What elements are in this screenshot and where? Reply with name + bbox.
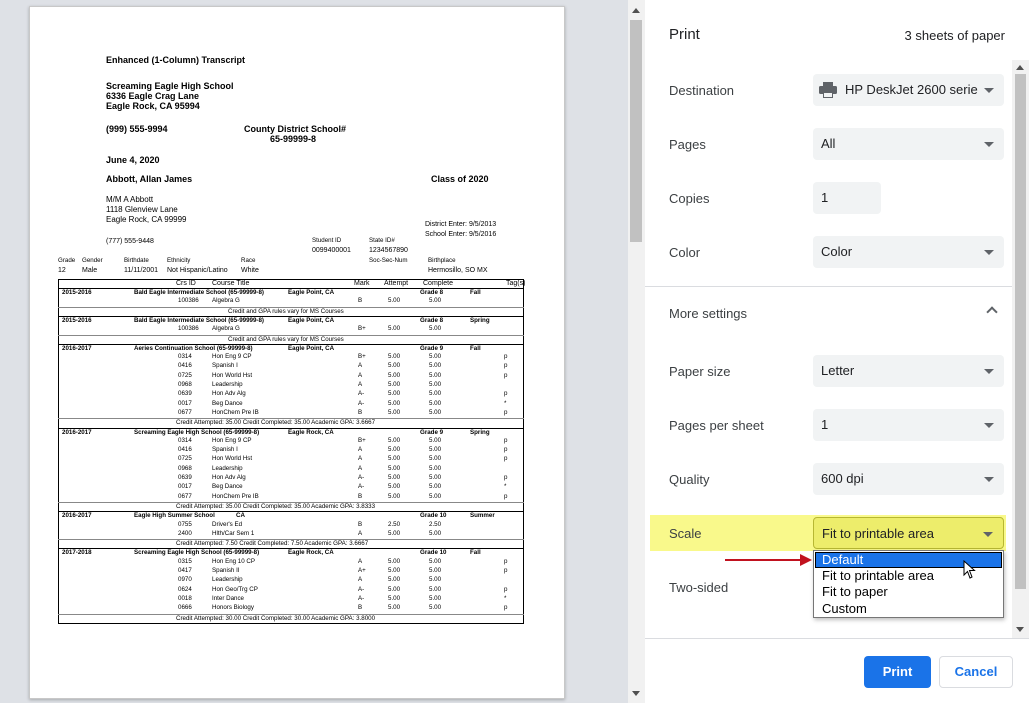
- course-title: Algebra G: [212, 325, 240, 333]
- course-id: 100386: [178, 297, 199, 305]
- course-title: Spanish I: [212, 446, 238, 454]
- section-grade: Grade 10: [420, 512, 447, 520]
- state-id: 1234567890: [369, 247, 408, 254]
- scroll-up-icon[interactable]: [632, 8, 640, 13]
- course-attempt: 5.00: [388, 436, 401, 444]
- course-attempt: 5.00: [388, 576, 401, 584]
- table-header: Attempt: [384, 280, 409, 287]
- course-title: HonChem Pre IB: [212, 408, 259, 416]
- course-title: Beg Dance: [212, 399, 243, 407]
- table-border: [58, 279, 524, 624]
- section-year: 2017-2018: [62, 549, 92, 557]
- paper-size-select[interactable]: [813, 355, 1004, 387]
- course-id: 0314: [178, 353, 192, 361]
- course-mark: A: [358, 529, 363, 537]
- course-complete: 5.00: [429, 604, 442, 612]
- preview-scroll-thumb[interactable]: [630, 20, 642, 242]
- course-title: Honors Biology: [212, 604, 254, 612]
- course-title: Hon Eng 9 CP: [212, 436, 252, 444]
- section-footer: Credit Attempted: 35.00 Credit Completed: 35.00 Academic GPA: 3.8333: [176, 502, 376, 510]
- course-attempt: 5.00: [388, 567, 401, 574]
- course-tag: p: [504, 353, 508, 361]
- course-tag: p: [504, 371, 508, 379]
- course-complete: 5.00: [429, 297, 442, 305]
- course-attempt: 5.00: [388, 371, 401, 379]
- birthplace-value: Hermosillo, SO MX: [428, 267, 488, 274]
- course-id: 0725: [178, 371, 192, 379]
- course-complete: 5.00: [429, 576, 442, 584]
- section-city: CA: [236, 512, 245, 520]
- grade-value: 12: [58, 267, 66, 274]
- course-title: Leadership: [212, 381, 243, 388]
- course-mark: A-: [358, 399, 365, 407]
- course-tag: p: [504, 604, 508, 612]
- section-term: Summer: [470, 512, 495, 520]
- section-city: Eagle Point, CA: [288, 316, 335, 324]
- section-school: Screaming Eagle High School (65-99999-8): [134, 549, 260, 557]
- course-complete: 5.00: [429, 585, 442, 593]
- table-header: Course Title: [212, 280, 250, 287]
- pages-per-sheet-value: 1: [821, 417, 829, 432]
- chevron-down-icon: [984, 250, 994, 255]
- course-title: HonChem Pre IB: [212, 492, 259, 500]
- scroll-down-icon[interactable]: [1016, 627, 1024, 632]
- course-mark: B: [358, 408, 363, 416]
- race-label: Race: [241, 257, 256, 264]
- course-title: Hon World Hst: [212, 371, 253, 379]
- scroll-down-icon[interactable]: [632, 691, 640, 696]
- section-city: Eagle Point, CA: [288, 344, 335, 352]
- gender-value: Male: [82, 267, 98, 274]
- section-footer: Credit and GPA rules vary for MS Courses: [228, 307, 344, 315]
- course-attempt: 5.00: [388, 455, 401, 463]
- course-mark: B: [358, 604, 363, 612]
- more-settings-toggle[interactable]: More settings: [669, 306, 748, 321]
- course-mark: A: [358, 381, 363, 388]
- section-divider: [58, 511, 524, 512]
- course-attempt: 5.00: [388, 483, 401, 491]
- course-tag: p: [504, 474, 508, 481]
- course-title: Inter Dance: [212, 594, 244, 602]
- course-attempt: 5.00: [388, 390, 401, 398]
- course-complete: 5.00: [429, 408, 442, 416]
- quality-select[interactable]: [813, 463, 1004, 495]
- print-button[interactable]: Print: [864, 656, 931, 688]
- course-id: 0968: [178, 464, 192, 472]
- section-school: Eagle High Summer School: [134, 512, 215, 520]
- course-mark: A: [358, 371, 363, 379]
- section-term: Spring: [470, 428, 490, 436]
- chevron-down-icon: [984, 88, 994, 93]
- ethnicity-label: Ethnicity: [167, 257, 191, 264]
- course-tag: p: [504, 390, 508, 398]
- school-address-2: Eagle Rock, CA 95994: [106, 101, 200, 111]
- section-divider: [58, 623, 524, 624]
- course-tag: *: [504, 594, 507, 602]
- course-title: Hon World Hst: [212, 455, 253, 463]
- color-value: Color: [821, 244, 853, 259]
- course-tag: p: [504, 446, 508, 454]
- course-id: 0314: [178, 436, 192, 444]
- course-title: Algebra G: [212, 297, 240, 305]
- course-mark: A-: [358, 483, 365, 491]
- section-footer: Credit Attempted: 7.50 Credit Completed: 7.50 Academic GPA: 3.6667: [176, 540, 369, 548]
- destination-select[interactable]: [813, 74, 1004, 106]
- course-tag: p: [504, 436, 508, 444]
- section-year: 2015-2016: [62, 289, 92, 296]
- student-id: 0099400001: [312, 247, 351, 254]
- school-phone: (999) 555-9994: [106, 124, 168, 134]
- pages-per-sheet-label: Pages per sheet: [669, 418, 764, 433]
- course-title: Spanish II: [212, 567, 240, 574]
- course-tag: *: [504, 399, 507, 407]
- pages-select[interactable]: [813, 128, 1004, 160]
- section-grade: Grade 9: [420, 428, 444, 436]
- course-attempt: 5.00: [388, 399, 401, 407]
- settings-scrollbar[interactable]: [1012, 60, 1029, 638]
- course-id: 0677: [178, 408, 192, 416]
- course-mark: B+: [358, 436, 366, 444]
- school-address-1: 6336 Eagle Crag Lane: [106, 91, 200, 101]
- course-complete: 5.00: [429, 557, 442, 565]
- preview-scrollbar[interactable]: [628, 0, 645, 703]
- course-attempt: 5.00: [388, 353, 401, 361]
- section-term: Fall: [470, 344, 481, 352]
- course-complete: 5.00: [429, 464, 442, 472]
- course-id: 0017: [178, 483, 192, 491]
- course-id: 0018: [178, 594, 192, 602]
- course-id: 0755: [178, 520, 192, 528]
- course-mark: B+: [358, 325, 366, 333]
- section-year: 2016-2017: [62, 428, 92, 436]
- course-attempt: 5.00: [388, 446, 401, 454]
- scale-option-custom[interactable]: Custom: [822, 601, 867, 616]
- course-title: Leadership: [212, 464, 243, 472]
- color-label: Color: [669, 245, 701, 260]
- chevron-down-icon: [984, 423, 994, 428]
- course-title: Hon Geo/Trg CP: [212, 585, 258, 593]
- course-attempt: 2.50: [388, 520, 401, 528]
- course-id: 0624: [178, 585, 192, 593]
- chevron-down-icon: [984, 477, 994, 482]
- class-of: Class of 2020: [431, 174, 489, 184]
- section-grade: Grade 8: [420, 289, 444, 296]
- red-arrow-annotation: [725, 559, 803, 561]
- course-id: 0017: [178, 399, 192, 407]
- preview-page: [29, 6, 565, 699]
- section-grade: Grade 10: [420, 549, 447, 557]
- course-complete: 5.00: [429, 446, 442, 454]
- course-tag: p: [504, 585, 508, 593]
- scroll-up-icon[interactable]: [1016, 65, 1024, 70]
- course-title: Hon Eng 10 CP: [212, 557, 255, 565]
- course-complete: 5.00: [429, 390, 442, 398]
- course-attempt: 5.00: [388, 408, 401, 416]
- section-year: 2016-2017: [62, 512, 92, 520]
- course-tag: p: [504, 455, 508, 463]
- course-mark: A: [358, 576, 363, 584]
- course-tag: p: [504, 492, 508, 500]
- paper-size-value: Letter: [821, 363, 855, 378]
- course-title: Spanish I: [212, 362, 238, 370]
- quality-value: 600 dpi: [821, 471, 864, 486]
- red-arrow-head: [800, 554, 812, 566]
- course-complete: 5.00: [429, 492, 442, 500]
- table-header: Tag(s): [506, 280, 526, 287]
- table-header: Complete: [423, 280, 453, 287]
- copies-label: Copies: [669, 191, 710, 206]
- student-id-label: Student ID: [312, 237, 342, 244]
- scale-value: Fit to printable area: [822, 526, 935, 541]
- scale-option-fit-printable[interactable]: Fit to printable area: [822, 568, 935, 583]
- scale-option-default[interactable]: Default: [815, 552, 1002, 568]
- course-complete: 5.00: [429, 436, 442, 444]
- pages-value: All: [821, 136, 836, 151]
- copies-value: 1: [821, 190, 829, 205]
- table-header: Crs ID: [176, 280, 196, 287]
- color-select[interactable]: [813, 236, 1004, 268]
- district-enter: District Enter: 9/5/2013: [425, 221, 497, 228]
- section-school: Aeries Continuation School (65-99999-8): [134, 344, 253, 352]
- section-grade: Grade 8: [420, 316, 444, 324]
- course-id: 0970: [178, 576, 192, 584]
- course-tag: p: [504, 362, 508, 370]
- state-id-label: State ID#: [369, 237, 395, 244]
- course-mark: A: [358, 464, 363, 472]
- printer-icon: [819, 82, 837, 98]
- pages-per-sheet-select[interactable]: [813, 409, 1004, 441]
- chevron-up-icon[interactable]: [986, 306, 997, 317]
- course-attempt: 5.00: [388, 604, 401, 612]
- destination-value: HP DeskJet 2600 serie: [845, 82, 978, 97]
- course-complete: 5.00: [429, 371, 442, 379]
- course-complete: 5.00: [429, 529, 442, 537]
- section-grade: Grade 9: [420, 344, 444, 352]
- student-phone: (777) 555-9448: [106, 238, 154, 245]
- course-title: Leadership: [212, 576, 243, 584]
- settings-scroll-thumb[interactable]: [1015, 74, 1026, 589]
- course-mark: A-: [358, 594, 365, 602]
- course-mark: B: [358, 297, 363, 305]
- pages-label: Pages: [669, 137, 706, 152]
- student-address-1: 1118 Glenview Lane: [106, 205, 178, 214]
- course-complete: 5.00: [429, 483, 442, 491]
- birthdate-label: Birthdate: [124, 257, 149, 264]
- course-attempt: 5.00: [388, 594, 401, 602]
- panel-title: Print: [669, 26, 700, 43]
- course-id: 0416: [178, 446, 192, 454]
- sheet-count: 3 sheets of paper: [904, 28, 1005, 43]
- course-id: 2400: [178, 529, 192, 537]
- section-term: Fall: [470, 549, 481, 557]
- course-id: 0416: [178, 362, 192, 370]
- course-complete: 5.00: [429, 362, 442, 370]
- course-mark: A: [358, 362, 363, 370]
- course-attempt: 5.00: [388, 585, 401, 593]
- cancel-button[interactable]: Cancel: [939, 656, 1013, 688]
- course-id: 0417: [178, 567, 192, 574]
- parent-name: M/M A Abbott: [106, 195, 154, 204]
- scale-select[interactable]: [813, 517, 1004, 549]
- course-id: 0968: [178, 381, 192, 388]
- footer-divider: [645, 638, 1029, 639]
- school-name: Screaming Eagle High School: [106, 81, 234, 91]
- course-id: 0639: [178, 390, 192, 398]
- section-footer: Credit and GPA rules vary for MS Courses: [228, 335, 344, 343]
- student-name: Abbott, Allan James: [106, 174, 193, 184]
- course-attempt: 5.00: [388, 529, 401, 537]
- section-footer: Credit Attempted: 30.00 Credit Completed: 30.00 Academic GPA: 3.8000: [176, 614, 376, 622]
- student-address-2: Eagle Rock, CA 99999: [106, 215, 187, 224]
- course-attempt: 5.00: [388, 464, 401, 472]
- birthplace-label: Birthplace: [428, 257, 456, 264]
- course-complete: 5.00: [429, 567, 442, 574]
- destination-label: Destination: [669, 83, 735, 98]
- course-attempt: 5.00: [388, 381, 401, 388]
- course-mark: A: [358, 446, 363, 454]
- section-school: Screaming Eagle High School (65-99999-8): [134, 428, 260, 436]
- section-school: Bald Eagle Intermediate School (65-99999-8): [134, 289, 264, 296]
- course-tag: *: [504, 483, 507, 491]
- course-complete: 5.00: [429, 381, 442, 388]
- course-tag: p: [504, 408, 508, 416]
- course-mark: A-: [358, 474, 365, 481]
- course-title: Hon Adv Alg: [212, 474, 246, 481]
- grade-label: Grade: [58, 257, 76, 264]
- course-attempt: 5.00: [388, 362, 401, 370]
- course-attempt: 5.00: [388, 557, 401, 565]
- scale-label: Scale: [669, 526, 702, 541]
- paper-size-label: Paper size: [669, 364, 731, 379]
- course-tag: p: [504, 567, 508, 574]
- course-attempt: 5.00: [388, 325, 401, 333]
- transcript-date: June 4, 2020: [106, 155, 160, 165]
- birthdate-value: 11/11/2001: [124, 267, 158, 274]
- course-tag: p: [504, 557, 508, 565]
- two-sided-label: Two-sided: [669, 580, 729, 595]
- course-id: 0725: [178, 455, 192, 463]
- course-id: 0639: [178, 474, 192, 481]
- course-attempt: 5.00: [388, 297, 401, 305]
- course-mark: B+: [358, 353, 366, 361]
- course-complete: 5.00: [429, 455, 442, 463]
- section-term: Spring: [470, 316, 490, 324]
- course-id: 0677: [178, 492, 192, 500]
- course-complete: 5.00: [429, 325, 442, 333]
- course-title: Driver's Ed: [212, 520, 243, 528]
- course-id: 100386: [178, 325, 199, 333]
- district-number: 65-99999-8: [270, 134, 317, 144]
- table-header: Mark: [354, 280, 370, 287]
- course-attempt: 5.00: [388, 474, 401, 481]
- chevron-down-icon: [984, 142, 994, 147]
- transcript-title: Enhanced (1-Column) Transcript: [106, 55, 246, 65]
- scale-option-fit-paper[interactable]: Fit to paper: [822, 584, 888, 599]
- chevron-down-icon: [984, 369, 994, 374]
- course-mark: B: [358, 492, 363, 500]
- course-title: Hon Eng 9 CP: [212, 353, 252, 361]
- mouse-cursor-icon: [963, 560, 977, 580]
- copies-input[interactable]: [813, 182, 881, 214]
- course-complete: 5.00: [429, 353, 442, 361]
- section-year: 2015-2016: [62, 316, 92, 324]
- ethnicity-value: Not Hispanic/Latino: [167, 267, 228, 274]
- section-year: 2016-2017: [62, 344, 92, 352]
- section-term: Fall: [470, 289, 481, 296]
- course-title: Hlth/Car Sem 1: [212, 529, 255, 537]
- course-mark: B: [358, 520, 363, 528]
- course-complete: 2.50: [429, 520, 442, 528]
- school-enter: School Enter: 9/5/2016: [425, 231, 497, 238]
- section-footer: Credit Attempted: 35.00 Credit Completed: 35.00 Academic GPA: 3.6667: [176, 419, 376, 427]
- course-complete: 5.00: [429, 474, 442, 481]
- section-city: Eagle Point, CA: [288, 289, 335, 296]
- course-mark: A-: [358, 585, 365, 593]
- section-divider: [645, 286, 1029, 287]
- course-mark: A: [358, 557, 363, 565]
- section-city: Eagle Rock, CA: [288, 549, 334, 557]
- course-title: Hon Adv Alg: [212, 390, 246, 398]
- gender-label: Gender: [82, 257, 103, 264]
- course-mark: A-: [358, 390, 365, 398]
- course-attempt: 5.00: [388, 492, 401, 500]
- race-value: White: [241, 267, 259, 274]
- district-label: County District School#: [244, 124, 347, 134]
- course-complete: 5.00: [429, 399, 442, 407]
- course-id: 0315: [178, 557, 192, 565]
- chevron-down-icon: [983, 532, 993, 537]
- socsec-label: Soc-Sec-Num: [369, 257, 408, 264]
- section-city: Eagle Rock, CA: [288, 428, 334, 436]
- course-mark: A: [358, 455, 363, 463]
- course-mark: A+: [358, 567, 366, 574]
- course-id: 0666: [178, 604, 192, 612]
- course-complete: 5.00: [429, 594, 442, 602]
- section-school: Bald Eagle Intermediate School (65-99999-8): [134, 316, 264, 324]
- course-title: Beg Dance: [212, 483, 243, 491]
- quality-label: Quality: [669, 472, 710, 487]
